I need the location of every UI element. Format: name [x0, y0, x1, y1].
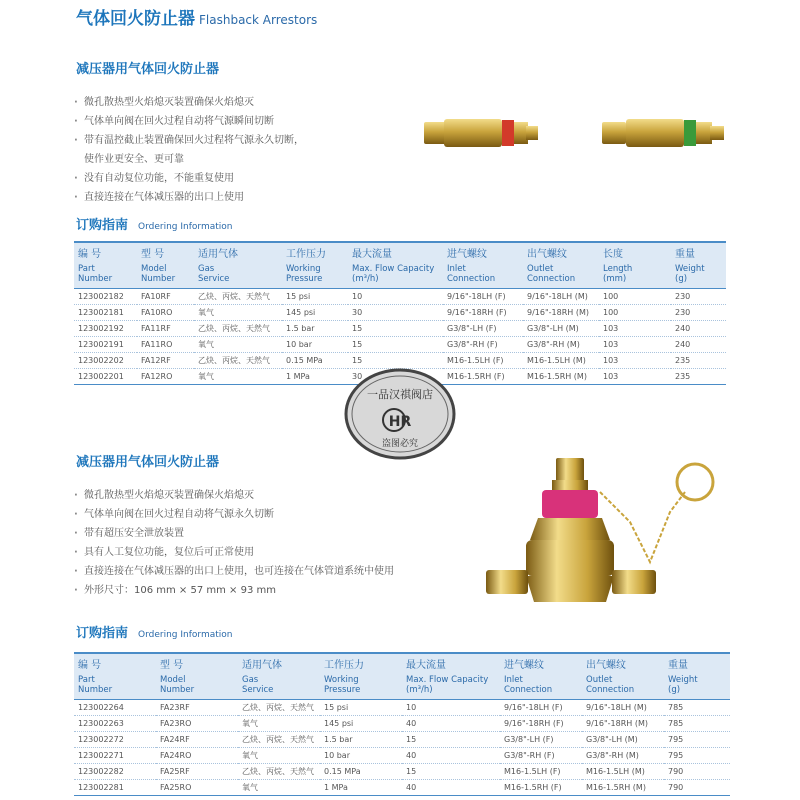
- table-cell: 15: [348, 321, 443, 337]
- table-cell: 氧气: [194, 337, 282, 353]
- table-cell: 9/16"-18LH (F): [443, 289, 523, 305]
- table-cell: 氧气: [194, 305, 282, 321]
- header-en-cell: [74, 262, 137, 289]
- header-outlet: 出气螺纹: [582, 653, 664, 673]
- feature-item: 使作业更安全、更可靠: [84, 154, 184, 165]
- table-row: [74, 700, 730, 716]
- table-cell: 230: [671, 289, 726, 305]
- table-cell: FA23RF: [156, 700, 238, 716]
- header-en-line: Max. Flow Capacity: [352, 264, 435, 274]
- table-cell: 123002201: [74, 369, 137, 385]
- table-cell: 123002271: [74, 748, 156, 764]
- table-cell: FA12RO: [137, 369, 194, 385]
- table-cell: 乙炔、丙烷、天然气: [238, 732, 320, 748]
- table-cell: 9/16"-18RH (F): [500, 716, 582, 732]
- table-cell: M16-1.5LH (M): [523, 353, 599, 369]
- header-en-line: (m³/h): [406, 685, 433, 695]
- table-cell: 230: [671, 305, 726, 321]
- header-working-pressure: 工作压力: [320, 653, 402, 673]
- table-cell: 9/16"-18RH (F): [443, 305, 523, 321]
- table-cell: FA23RO: [156, 716, 238, 732]
- header-en-line: Model: [160, 675, 186, 685]
- table-cell: FA10RF: [137, 289, 194, 305]
- table-row: [74, 353, 726, 369]
- table-cell: 乙炔、丙烷、天然气: [238, 764, 320, 780]
- header-en-cell: [320, 673, 402, 700]
- table-cell: G3/8"-RH (M): [523, 337, 599, 353]
- table-cell: 100: [599, 289, 671, 305]
- header-en-cell: [238, 673, 320, 700]
- feature-item: · 没有自动复位功能，不能重复使用: [74, 171, 304, 190]
- header-en-line: Weight: [668, 675, 698, 685]
- header-en-line: Connection: [447, 274, 496, 284]
- section1-ordering-table: [74, 241, 726, 385]
- header-en-line: Service: [198, 274, 230, 284]
- table-cell: 9/16"-18LH (F): [500, 700, 582, 716]
- table-cell: 40: [402, 748, 500, 764]
- table-cell: FA25RF: [156, 764, 238, 780]
- table-cell: 145 psi: [320, 716, 402, 732]
- table-row: [74, 321, 726, 337]
- header-en-cell: [348, 262, 443, 289]
- table-cell: G3/8"-RH (M): [582, 748, 664, 764]
- section1-feature-list: [74, 95, 304, 209]
- header-model-number: 型 号: [137, 242, 194, 262]
- table-cell: 123002182: [74, 289, 137, 305]
- table-cell: 15: [402, 764, 500, 780]
- table-cell: 30: [348, 305, 443, 321]
- header-en-line: Working: [286, 264, 321, 274]
- header-en-line: (mm): [603, 274, 627, 284]
- table-cell: 乙炔、丙烷、天然气: [194, 353, 282, 369]
- header-en-line: Service: [242, 685, 274, 695]
- table-cell: 123002192: [74, 321, 137, 337]
- table-cell: 15: [402, 732, 500, 748]
- table-cell: 145 psi: [282, 305, 348, 321]
- header-en-line: Number: [141, 274, 176, 284]
- table-cell: FA24RF: [156, 732, 238, 748]
- header-en-line: Weight: [675, 264, 705, 274]
- table-cell: G3/8"-RH (F): [500, 748, 582, 764]
- section1-title: 减压器用气体回火防止器: [76, 62, 220, 77]
- table-row: [74, 337, 726, 353]
- table-cell: 785: [664, 700, 730, 716]
- header-en-cell: [599, 262, 671, 289]
- table-cell: 235: [671, 353, 726, 369]
- page-title-en: Flashback Arrestors: [199, 13, 318, 27]
- feature-item: · 带有超压安全泄放装置: [74, 526, 394, 545]
- feature-item: · 微孔散热型火焰熄灭装置确保火焰熄灭: [74, 95, 304, 114]
- header-en-line: Max. Flow Capacity: [406, 675, 489, 685]
- page-title: [76, 4, 317, 29]
- watermark-bottom-text: 盗图必究: [381, 439, 419, 449]
- table-cell: 123002263: [74, 716, 156, 732]
- header-en-line: Connection: [504, 685, 553, 695]
- header-en-cell: [500, 673, 582, 700]
- table-cell: 15 psi: [320, 700, 402, 716]
- ordering-heading-zh: 订购指南: [76, 626, 129, 641]
- table-cell: 100: [599, 305, 671, 321]
- table-cell: 氧气: [194, 369, 282, 385]
- table-cell: 乙炔、丙烷、天然气: [194, 321, 282, 337]
- table-row: [74, 764, 730, 780]
- header-en-line: Number: [78, 274, 113, 284]
- table-cell: M16-1.5RH (F): [443, 369, 523, 385]
- table-cell: 123002272: [74, 732, 156, 748]
- table-cell: 10: [348, 289, 443, 305]
- table-cell: 103: [599, 321, 671, 337]
- header-gas-service: 适用气体: [194, 242, 282, 262]
- table-cell: 123002191: [74, 337, 137, 353]
- header-en-cell: [664, 673, 730, 700]
- header-en-line: (g): [668, 685, 681, 695]
- table-cell: 123002202: [74, 353, 137, 369]
- header-inlet: 进气螺纹: [500, 653, 582, 673]
- table-cell: 氧气: [238, 716, 320, 732]
- table-cell: FA11RO: [137, 337, 194, 353]
- header-en-cell: [137, 262, 194, 289]
- table-cell: 235: [671, 369, 726, 385]
- table-row: [74, 716, 730, 732]
- table-cell: 123002181: [74, 305, 137, 321]
- header-en-cell: [671, 262, 726, 289]
- table-cell: 790: [664, 780, 730, 796]
- header-en-line: Connection: [527, 274, 576, 284]
- table-row: [74, 289, 726, 305]
- table-cell: FA11RF: [137, 321, 194, 337]
- header-gas-service: 适用气体: [238, 653, 320, 673]
- table-cell: G3/8"-LH (M): [582, 732, 664, 748]
- table-cell: M16-1.5LH (M): [582, 764, 664, 780]
- table-cell: 1.5 bar: [282, 321, 348, 337]
- table-cell: 1.5 bar: [320, 732, 402, 748]
- resettable-flashback-arrestor-image: [480, 452, 720, 617]
- table2-header-en-row: [74, 673, 730, 700]
- watermark-top-text: 一品汉祺阀店: [367, 388, 433, 401]
- feature-item: · 气体单向阀在回火过程自动将气源瞬间切断: [74, 114, 304, 133]
- table-cell: 240: [671, 321, 726, 337]
- header-outlet: 出气螺纹: [523, 242, 599, 262]
- table-cell: 9/16"-18LH (M): [523, 289, 599, 305]
- table-cell: G3/8"-LH (F): [443, 321, 523, 337]
- header-en-cell: [523, 262, 599, 289]
- header-max-flow: 最大流量: [348, 242, 443, 262]
- section1-ordering-heading: [76, 214, 232, 233]
- table-cell: 15: [348, 337, 443, 353]
- table-cell: 乙炔、丙烷、天然气: [194, 289, 282, 305]
- table-cell: 9/16"-18RH (M): [523, 305, 599, 321]
- header-en-cell: [74, 673, 156, 700]
- header-part-number: 编 号: [74, 242, 137, 262]
- table-cell: 103: [599, 337, 671, 353]
- table-cell: M16-1.5LH (F): [500, 764, 582, 780]
- table-cell: 123002264: [74, 700, 156, 716]
- table-cell: 氧气: [238, 748, 320, 764]
- table-cell: M16-1.5LH (F): [443, 353, 523, 369]
- table-cell: 795: [664, 732, 730, 748]
- table-cell: G3/8"-LH (F): [500, 732, 582, 748]
- feature-item: · 气体单向阀在回火过程自动将气源永久切断: [74, 507, 394, 526]
- header-en-cell: [282, 262, 348, 289]
- table-cell: 790: [664, 764, 730, 780]
- header-en-cell: [194, 262, 282, 289]
- table-cell: 123002281: [74, 780, 156, 796]
- table-row: [74, 732, 730, 748]
- table-cell: M16-1.5RH (F): [500, 780, 582, 796]
- header-en-line: Pressure: [286, 274, 323, 284]
- page-title-zh: 气体回火防止器: [76, 9, 195, 29]
- header-part-number: 编 号: [74, 653, 156, 673]
- table-cell: 240: [671, 337, 726, 353]
- table-cell: 乙炔、丙烷、天然气: [238, 700, 320, 716]
- table-cell: 10 bar: [320, 748, 402, 764]
- table-cell: G3/8"-RH (F): [443, 337, 523, 353]
- table-cell: 氧气: [238, 780, 320, 796]
- table-cell: 30: [348, 369, 443, 385]
- table-cell: 1 MPa: [320, 780, 402, 796]
- table-cell: 103: [599, 353, 671, 369]
- table-cell: 785: [664, 716, 730, 732]
- header-en-line: (m³/h): [352, 274, 379, 284]
- header-en-line: Number: [160, 685, 195, 695]
- watermark-logo-letters: HR: [388, 414, 412, 430]
- table-cell: FA24RO: [156, 748, 238, 764]
- feature-item: · 带有温控截止装置确保回火过程将气源永久切断，: [74, 133, 304, 152]
- table-cell: 1 MPa: [282, 369, 348, 385]
- shop-watermark-logo: [344, 368, 456, 460]
- header-en-line: Outlet: [527, 264, 554, 274]
- table-cell: 0.15 MPa: [282, 353, 348, 369]
- header-en-line: Pressure: [324, 685, 361, 695]
- table-cell: 15 psi: [282, 289, 348, 305]
- header-en-line: Part: [78, 264, 95, 274]
- table-row: [74, 780, 730, 796]
- table-cell: 0.15 MPa: [320, 764, 402, 780]
- table-cell: 10: [402, 700, 500, 716]
- table-cell: 795: [664, 748, 730, 764]
- table-cell: 15: [348, 353, 443, 369]
- table-cell: 123002282: [74, 764, 156, 780]
- table-cell: 40: [402, 716, 500, 732]
- header-en-cell: [156, 673, 238, 700]
- table-cell: FA25RO: [156, 780, 238, 796]
- header-max-flow: 最大流量: [402, 653, 500, 673]
- header-en-line: Working: [324, 675, 359, 685]
- flashback-arrestor-green-image: [600, 110, 728, 156]
- header-en-line: Inlet: [504, 675, 523, 685]
- table-cell: FA12RF: [137, 353, 194, 369]
- feature-item: · 具有人工复位功能，复位后可正常使用: [74, 545, 394, 564]
- flashback-arrestor-red-image: [420, 110, 540, 156]
- table-cell: 103: [599, 369, 671, 385]
- table1-header-en-row: [74, 262, 726, 289]
- feature-item: · 微孔散热型火焰熄灭装置确保火焰熄灭: [74, 488, 394, 507]
- table2-body: [74, 700, 730, 796]
- header-en-line: Gas: [198, 264, 215, 274]
- header-en-line: Model: [141, 264, 167, 274]
- header-model-number: 型 号: [156, 653, 238, 673]
- table-cell: 10 bar: [282, 337, 348, 353]
- header-en-cell: [443, 262, 523, 289]
- header-weight: 重量: [664, 653, 730, 673]
- header-en-line: Connection: [586, 685, 635, 695]
- header-en-line: Inlet: [447, 264, 466, 274]
- feature-item: · 外形尺寸：106 mm × 57 mm × 93 mm: [74, 583, 394, 602]
- header-en-line: Part: [78, 675, 95, 685]
- header-weight: 重量: [671, 242, 726, 262]
- section2-ordering-table: [74, 652, 730, 796]
- table-cell: 40: [402, 780, 500, 796]
- table-cell: 9/16"-18LH (M): [582, 700, 664, 716]
- ordering-heading-zh: 订购指南: [76, 218, 129, 233]
- header-en-cell: [402, 673, 500, 700]
- table-cell: G3/8"-LH (M): [523, 321, 599, 337]
- header-en-line: Number: [78, 685, 113, 695]
- table-cell: M16-1.5RH (M): [523, 369, 599, 385]
- table-cell: 9/16"-18RH (M): [582, 716, 664, 732]
- ordering-heading-en: Ordering Information: [138, 630, 233, 640]
- header-en-line: Outlet: [586, 675, 613, 685]
- table-cell: M16-1.5RH (M): [582, 780, 664, 796]
- table-cell: FA10RO: [137, 305, 194, 321]
- section2-title: 减压器用气体回火防止器: [76, 455, 220, 470]
- feature-item: · 直接连接在气体减压器的出口上使用，也可连接在气体管道系统中使用: [74, 564, 394, 583]
- feature-item: · 直接连接在气体减压器的出口上使用: [74, 190, 304, 209]
- table-row: [74, 748, 730, 764]
- header-working-pressure: 工作压力: [282, 242, 348, 262]
- header-length: 长度: [599, 242, 671, 262]
- section2-feature-list: [74, 488, 394, 602]
- header-en-line: Length: [603, 264, 633, 274]
- header-en-line: Gas: [242, 675, 259, 685]
- header-inlet: 进气螺纹: [443, 242, 523, 262]
- header-en-cell: [582, 673, 664, 700]
- table-row: [74, 305, 726, 321]
- header-en-line: (g): [675, 274, 688, 284]
- section2-ordering-heading: [76, 622, 232, 641]
- ordering-heading-en: Ordering Information: [138, 222, 233, 232]
